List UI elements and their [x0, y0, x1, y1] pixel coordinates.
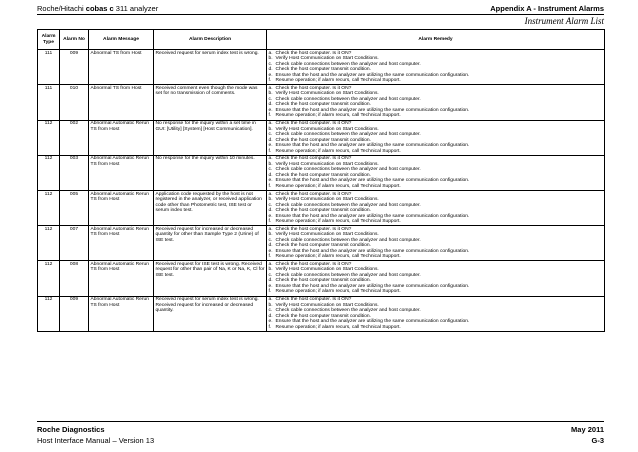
- remedy-step-letter: e.: [268, 213, 273, 219]
- remedy-step-text: Check the host computer transmit condition.: [275, 313, 371, 319]
- remedy-step-text: Check the host computer transmit condition.: [275, 278, 371, 284]
- remedy-step-letter: d.: [268, 67, 273, 73]
- remedy-step-text: Resume operation; if alarm recurs, call Technical Support.: [275, 219, 401, 225]
- remedy-step-text: Check the host computer. Is it ON?: [275, 50, 352, 56]
- alarm-remedy-cell: [267, 85, 605, 120]
- alarm-type-cell: 112: [38, 296, 60, 331]
- footer-date: May 2011: [571, 425, 604, 434]
- remedy-step: [269, 149, 603, 155]
- remedy-step-letter: f.: [268, 324, 272, 330]
- alarm-type-cell: 112: [38, 261, 60, 296]
- alarm-remedy-cell: [267, 190, 605, 225]
- alarm-description-cell: No response for the inquiry within a set time in GUI: [Utility] [System] [Host Communication].: [154, 120, 267, 155]
- remedy-step-letter: f.: [268, 148, 272, 154]
- remedy-step-text: Check cable connections between the analyzer and host computer.: [275, 132, 421, 138]
- remedy-step-letter: c.: [268, 308, 273, 314]
- alarm-description-cell: Received request for serum index test is wrong.: [154, 50, 267, 85]
- alarm-remedy-cell: [267, 155, 605, 190]
- alarm-message-cell: Abnormal Automatic Rerun TS from Host: [89, 155, 154, 190]
- remedy-step-text: Resume operation; if alarm recurs, call Technical Support.: [275, 148, 401, 154]
- table-row: [38, 85, 605, 120]
- remedy-step-text: Check cable connections between the analyzer and host computer.: [275, 308, 421, 314]
- remedy-step-text: Check the host computer. Is it ON?: [275, 156, 352, 162]
- remedy-step-text: Verify Host Communication on Start Conditions.: [275, 197, 379, 203]
- remedy-step: [269, 219, 603, 225]
- remedy-step-letter: a.: [268, 85, 273, 91]
- remedy-step-text: Ensure that the host and the analyzer are utilizing the same communication configuration.: [275, 178, 470, 184]
- document-header-product: [37, 4, 158, 13]
- remedy-step-letter: f.: [268, 254, 272, 260]
- remedy-step-text: Check the host computer transmit condition.: [275, 208, 371, 214]
- remedy-step-text: Ensure that the host and the analyzer are utilizing the same communication configuration.: [275, 248, 470, 254]
- remedy-step-text: Verify Host Communication on Start Conditions.: [275, 267, 379, 273]
- alarm-description-cell: Application code requested by the host is not registered in the analyzer, or received application code other than Photometric test, ISE test or serum index test.: [154, 190, 267, 225]
- footer-company: Roche Diagnostics: [37, 425, 105, 434]
- alarm-description-cell: Received request for ISE test is wrong. Received request for other than pair of Na, K or Na, K, Cl for ISE test.: [154, 261, 267, 296]
- footer-divider: [37, 421, 604, 422]
- alarm-no-cell: 005: [60, 190, 89, 225]
- table-row: [38, 50, 605, 85]
- remedy-step-letter: e.: [268, 178, 273, 184]
- remedy-step-text: Check the host computer transmit condition.: [275, 67, 371, 73]
- remedy-step-letter: d.: [268, 278, 273, 284]
- alarm-type-cell: 112: [38, 226, 60, 261]
- remedy-step-text: Verify Host Communication on Start Conditions.: [275, 91, 379, 97]
- alarm-remedy-cell: [267, 50, 605, 85]
- remedy-step-text: Verify Host Communication on Start Conditions.: [275, 232, 379, 238]
- remedy-step-letter: e.: [268, 72, 273, 78]
- alarm-message-cell: Abnormal TS from Host: [89, 50, 154, 85]
- alarm-no-cell: 008: [60, 261, 89, 296]
- remedy-step-letter: c.: [268, 61, 273, 67]
- alarm-description-cell: No response for the inquiry within 10 minutes.: [154, 155, 267, 190]
- remedy-step-letter: b.: [268, 197, 273, 203]
- remedy-step-text: Ensure that the host and the analyzer are utilizing the same communication configuration.: [275, 143, 470, 149]
- table-row: [38, 261, 605, 296]
- remedy-step-text: Check the host computer. Is it ON?: [275, 85, 352, 91]
- alarm-description-cell: Received request for increased or decreased quantity for other than Sample Type 2 (Urine) of ISE test.: [154, 226, 267, 261]
- remedy-step-text: Resume operation; if alarm recurs, call Technical Support.: [275, 183, 401, 189]
- remedy-step-letter: a.: [268, 50, 273, 56]
- remedy-step-text: Check the host computer. Is it ON?: [275, 297, 352, 303]
- remedy-step: [269, 325, 603, 331]
- table-row: [38, 226, 605, 261]
- remedy-step-letter: b.: [268, 126, 273, 132]
- remedy-step-letter: e.: [268, 283, 273, 289]
- page-subtitle: Instrument Alarm List: [524, 16, 604, 26]
- remedy-step-letter: b.: [268, 232, 273, 238]
- remedy-step-letter: a.: [268, 226, 273, 232]
- alarm-no-cell: 009: [60, 50, 89, 85]
- col-header-alarm-description: Alarm Description: [154, 30, 267, 50]
- alarm-message-cell: Abnormal Automatic Rerun TS from Host: [89, 296, 154, 331]
- remedy-step-text: Verify Host Communication on Start Conditions.: [275, 161, 379, 167]
- remedy-step-text: Ensure that the host and the analyzer are utilizing the same communication configuration.: [275, 319, 470, 325]
- alarm-message-cell: Abnormal Automatic Rerun TS from Host: [89, 120, 154, 155]
- footer-manual: Host Interface Manual – Version 13: [37, 436, 155, 445]
- remedy-step-text: Check cable connections between the analyzer and host computer.: [275, 61, 421, 67]
- remedy-step-letter: e.: [268, 248, 273, 254]
- alarm-description-cell: Received comment even though the mode was set for no transmission of comments.: [154, 85, 267, 120]
- alarm-no-cell: 010: [60, 85, 89, 120]
- remedy-step-text: Check the host computer transmit condition.: [275, 137, 371, 143]
- alarm-no-cell: 007: [60, 226, 89, 261]
- remedy-step-letter: a.: [268, 297, 273, 303]
- remedy-step-text: Check cable connections between the analyzer and host computer.: [275, 237, 421, 243]
- remedy-step-text: Ensure that the host and the analyzer are utilizing the same communication configuration.: [275, 213, 470, 219]
- alarm-message-cell: Abnormal Automatic Rerun TS from Host: [89, 226, 154, 261]
- header-divider: [37, 14, 604, 15]
- remedy-step-letter: c.: [268, 202, 273, 208]
- alarm-no-cell: 002: [60, 120, 89, 155]
- alarm-table: [37, 29, 605, 332]
- alarm-type-cell: 112: [38, 190, 60, 225]
- alarm-type-cell: 112: [38, 120, 60, 155]
- table-row: [38, 155, 605, 190]
- remedy-step-letter: b.: [268, 161, 273, 167]
- header-product-suffix: 311 analyzer: [113, 4, 159, 13]
- remedy-step-text: Resume operation; if alarm recurs, call Technical Support.: [275, 78, 401, 84]
- remedy-step-letter: a.: [268, 261, 273, 267]
- table-row: [38, 296, 605, 331]
- remedy-step-text: Resume operation; if alarm recurs, call Technical Support.: [275, 324, 401, 330]
- remedy-step-letter: f.: [268, 219, 272, 225]
- col-header-alarm-remedy: Alarm Remedy: [267, 30, 605, 50]
- header-product-prefix: Roche/Hitachi: [37, 4, 86, 13]
- remedy-step: [269, 184, 603, 190]
- remedy-step-letter: d.: [268, 172, 273, 178]
- alarm-type-cell: 111: [38, 50, 60, 85]
- remedy-step-text: Verify Host Communication on Start Conditions.: [275, 126, 379, 132]
- alarm-remedy-cell: [267, 120, 605, 155]
- header-product-name: cobas c: [85, 4, 114, 13]
- remedy-step-text: Check the host computer. Is it ON?: [275, 226, 352, 232]
- document-header-section: Appendix A - Instrument Alarms: [490, 4, 604, 13]
- remedy-step-text: Ensure that the host and the analyzer are utilizing the same communication configuration.: [275, 107, 470, 113]
- remedy-step-letter: b.: [268, 267, 273, 273]
- alarm-remedy-cell: [267, 226, 605, 261]
- alarm-message-cell: Abnormal Automatic Rerun TS from Host: [89, 261, 154, 296]
- remedy-step-letter: a.: [268, 121, 273, 127]
- remedy-step-letter: c.: [268, 132, 273, 138]
- remedy-step-letter: c.: [268, 96, 273, 102]
- table-row: [38, 190, 605, 225]
- remedy-step-letter: d.: [268, 243, 273, 249]
- remedy-step-text: Ensure that the host and the analyzer are utilizing the same communication configuration.: [275, 283, 470, 289]
- remedy-step-letter: b.: [268, 91, 273, 97]
- page-number: G-3: [591, 436, 604, 445]
- remedy-step-text: Resume operation; if alarm recurs, call Technical Support.: [275, 254, 401, 260]
- remedy-step-text: Check cable connections between the analyzer and host computer.: [275, 272, 421, 278]
- remedy-step-text: Ensure that the host and the analyzer are utilizing the same communication configuration.: [275, 72, 470, 78]
- remedy-step-letter: b.: [268, 302, 273, 308]
- alarm-no-cell: 009: [60, 296, 89, 331]
- remedy-step-letter: b.: [268, 56, 273, 62]
- table-header-row: [38, 30, 605, 50]
- remedy-step-letter: f.: [268, 113, 272, 119]
- remedy-step-text: Check the host computer. Is it ON?: [275, 121, 352, 127]
- remedy-step: [269, 289, 603, 295]
- remedy-step: [269, 78, 603, 84]
- remedy-step-letter: f.: [268, 183, 272, 189]
- remedy-step-letter: a.: [268, 191, 273, 197]
- alarm-message-cell: Abnormal Automatic Rerun TS from Host: [89, 190, 154, 225]
- remedy-step-letter: a.: [268, 156, 273, 162]
- remedy-step-text: Check the host computer. Is it ON?: [275, 261, 352, 267]
- alarm-remedy-cell: [267, 261, 605, 296]
- remedy-step-letter: e.: [268, 107, 273, 113]
- remedy-step-letter: e.: [268, 319, 273, 325]
- col-header-alarm-message: Alarm Message: [89, 30, 154, 50]
- remedy-step-letter: d.: [268, 208, 273, 214]
- remedy-step-text: Check cable connections between the analyzer and host computer.: [275, 167, 421, 173]
- remedy-step-letter: c.: [268, 272, 273, 278]
- remedy-step-text: Resume operation; if alarm recurs, call Technical Support.: [275, 113, 401, 119]
- remedy-step-text: Check cable connections between the analyzer and host computer.: [275, 202, 421, 208]
- remedy-step-letter: e.: [268, 143, 273, 149]
- remedy-step-text: Resume operation; if alarm recurs, call Technical Support.: [275, 289, 401, 295]
- alarm-type-cell: 112: [38, 155, 60, 190]
- remedy-step-letter: f.: [268, 289, 272, 295]
- alarm-description-cell: Received request for serum index test is wrong. Received request for increased or decreased quantity.: [154, 296, 267, 331]
- remedy-step-text: Check the host computer transmit condition.: [275, 243, 371, 249]
- remedy-step-text: Verify Host Communication on Start Conditions.: [275, 302, 379, 308]
- remedy-step: [269, 254, 603, 260]
- remedy-step-letter: d.: [268, 102, 273, 108]
- remedy-step-text: Check the host computer transmit condition.: [275, 102, 371, 108]
- remedy-step: [269, 113, 603, 119]
- remedy-step-text: Check cable connections between the analyzer and host computer.: [275, 96, 421, 102]
- alarm-remedy-cell: [267, 296, 605, 331]
- remedy-step-letter: c.: [268, 237, 273, 243]
- col-header-alarm-type: Alarm Type: [38, 30, 60, 50]
- col-header-alarm-no: Alarm No: [60, 30, 89, 50]
- remedy-step-letter: d.: [268, 137, 273, 143]
- alarm-no-cell: 003: [60, 155, 89, 190]
- alarm-message-cell: Abnormal TS from Host: [89, 85, 154, 120]
- remedy-step-letter: c.: [268, 167, 273, 173]
- remedy-step-text: Check the host computer. Is it ON?: [275, 191, 352, 197]
- remedy-step-text: Check the host computer transmit condition.: [275, 172, 371, 178]
- remedy-step-text: Verify Host Communication on Start Conditions.: [275, 56, 379, 62]
- alarm-type-cell: 111: [38, 85, 60, 120]
- table-row: [38, 120, 605, 155]
- remedy-step-letter: f.: [268, 78, 272, 84]
- remedy-step-letter: d.: [268, 313, 273, 319]
